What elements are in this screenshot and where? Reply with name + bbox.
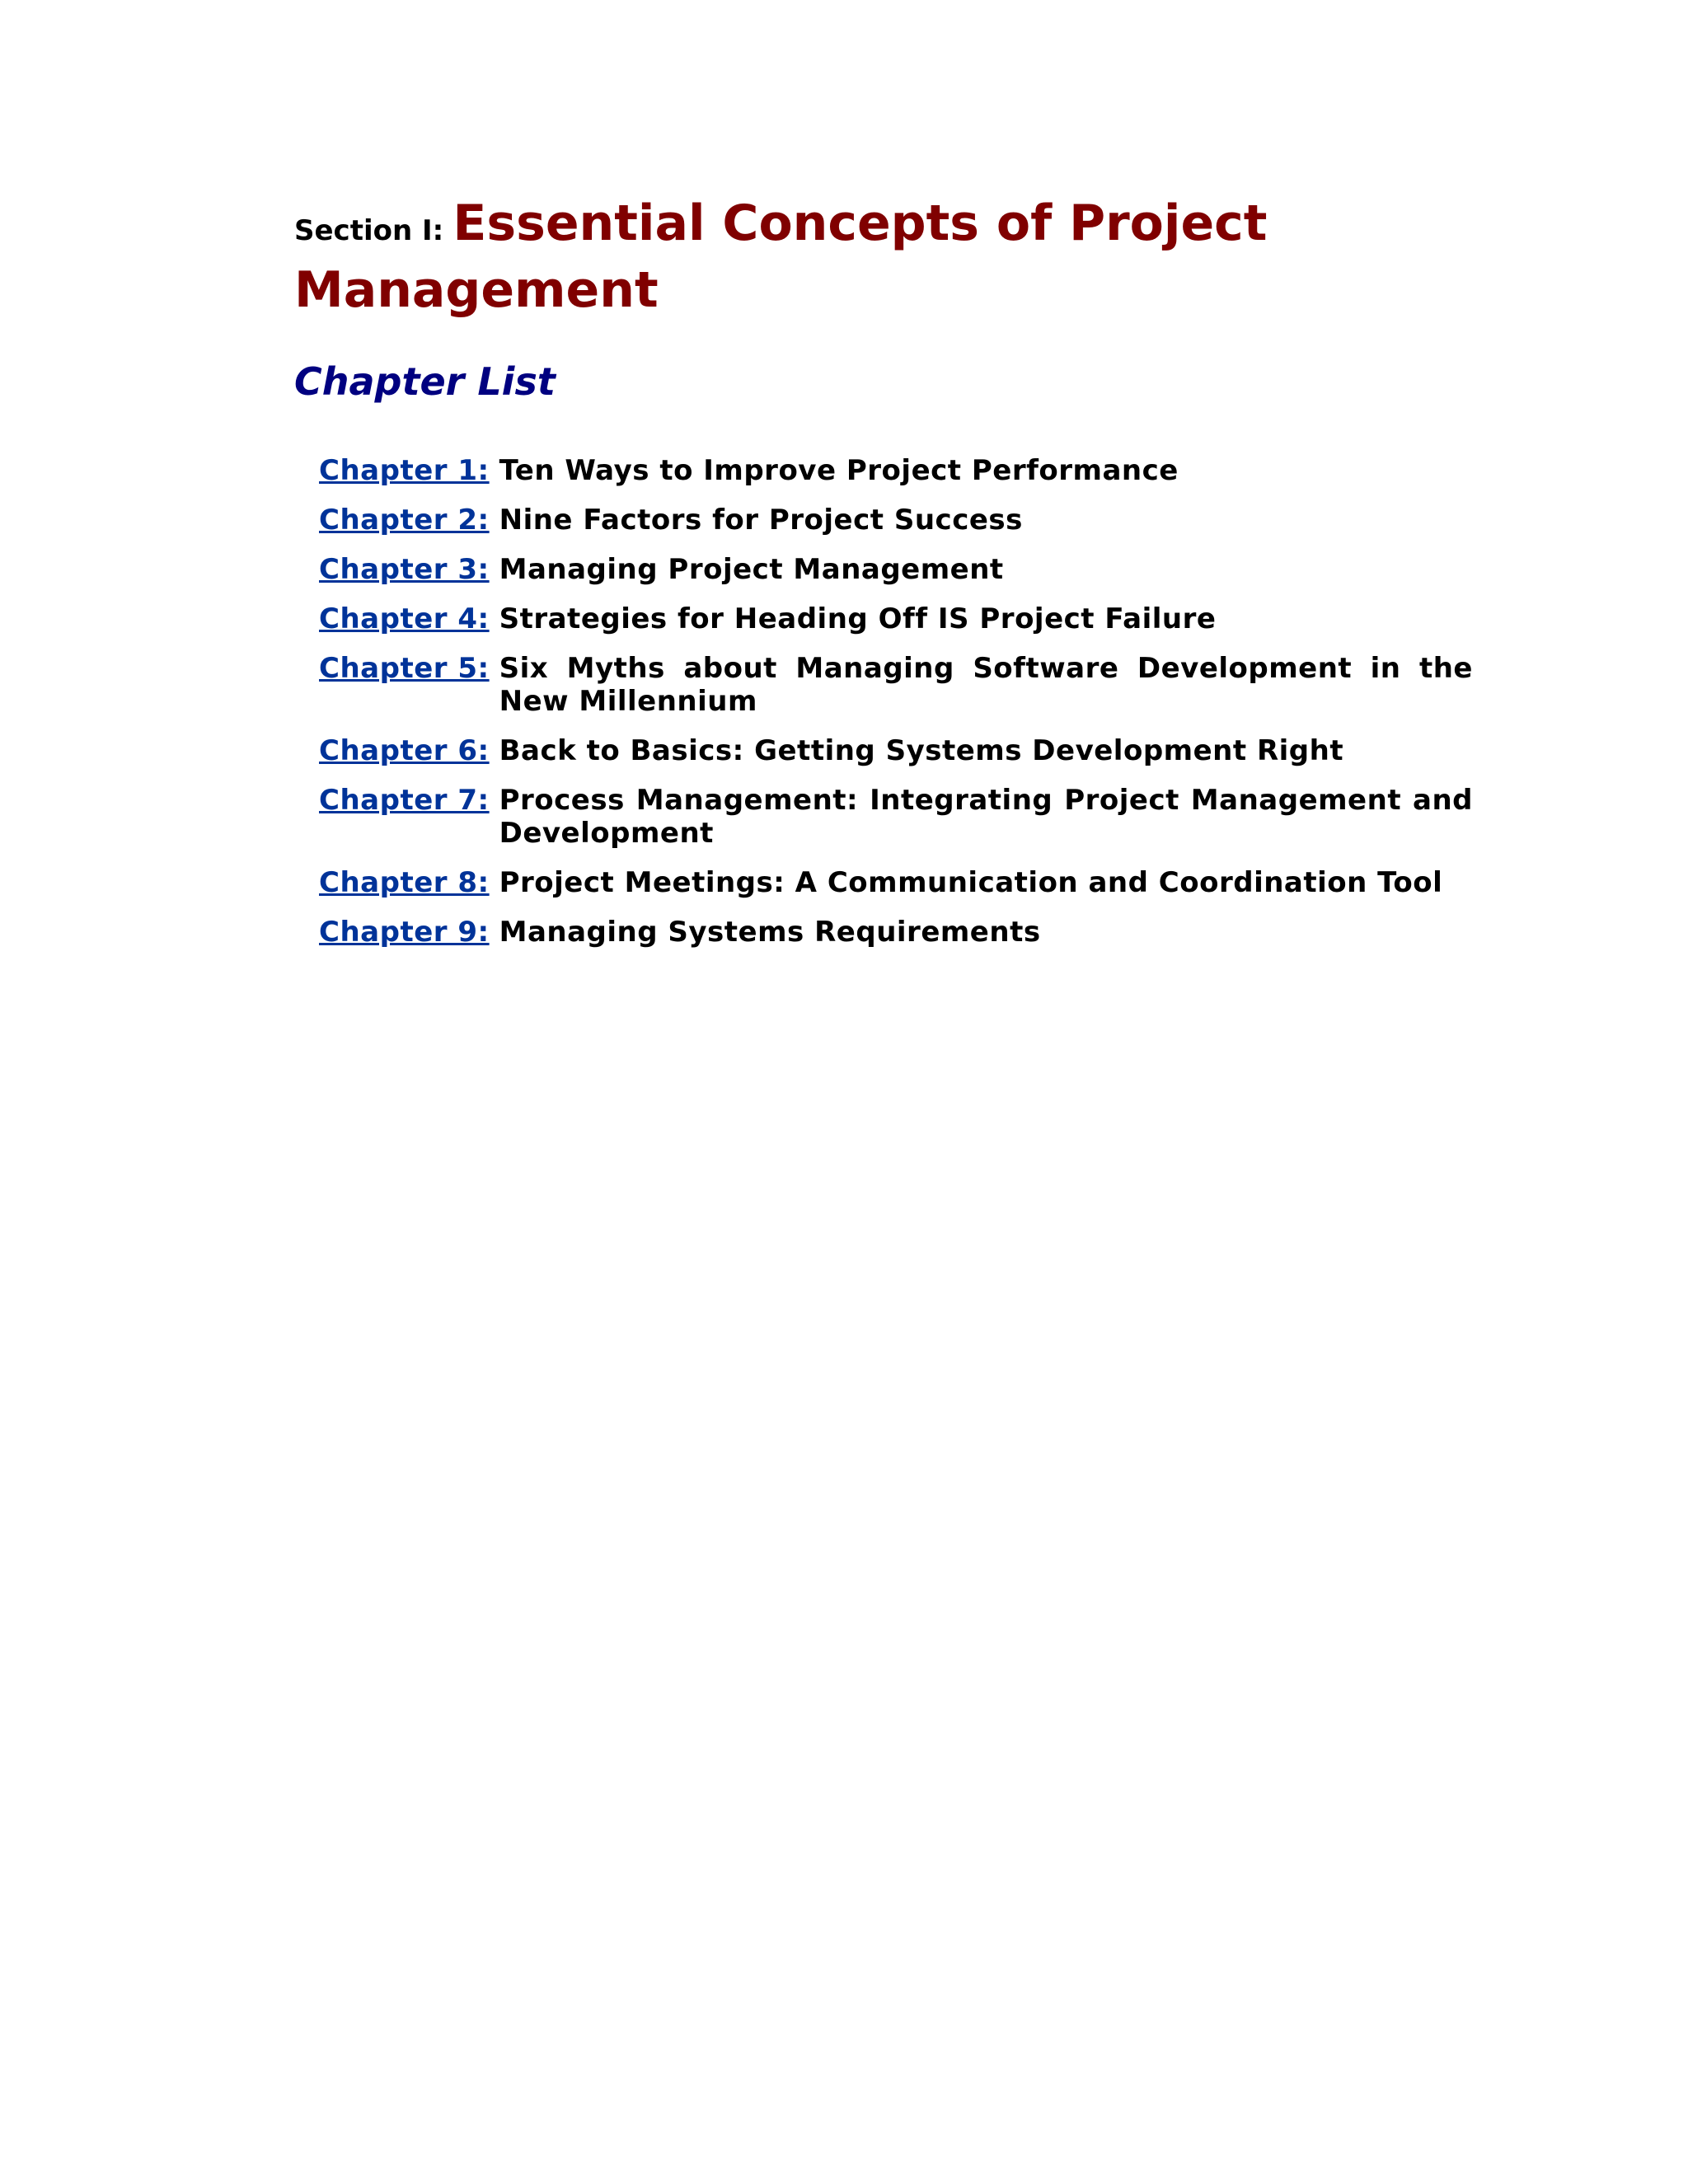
chapter-7-title: Process Management: Integrating Project Management and Development — [499, 784, 1473, 850]
chapter-entry-3 — [319, 553, 1473, 586]
chapter-entry-1 — [319, 454, 1473, 487]
chapter-3-link[interactable]: Chapter 3: — [319, 553, 490, 586]
chapter-5-title: Six Myths about Managing Software Development in the New Millennium — [499, 652, 1473, 718]
document-content — [294, 194, 1473, 965]
section-title: Essential Concepts of Project Management — [294, 194, 1268, 319]
chapter-1-link[interactable]: Chapter 1: — [319, 454, 490, 487]
chapter-entry-4 — [319, 602, 1473, 635]
chapter-entry-2 — [319, 504, 1473, 537]
section-heading — [294, 194, 1473, 327]
chapter-entry-7 — [319, 784, 1473, 850]
chapter-8-title: Project Meetings: A Communication and Coordination Tool — [499, 866, 1443, 899]
chapter-6-link[interactable]: Chapter 6: — [319, 734, 490, 767]
chapter-3-title: Managing Project Management — [499, 553, 1004, 586]
chapter-2-link[interactable]: Chapter 2: — [319, 504, 490, 537]
chapter-4-title: Strategies for Heading Off IS Project Failure — [499, 602, 1217, 635]
chapter-2-title: Nine Factors for Project Success — [499, 504, 1023, 537]
chapter-list-heading: Chapter List — [294, 359, 556, 404]
chapter-9-link[interactable]: Chapter 9: — [319, 916, 490, 949]
chapter-entry-9 — [319, 916, 1473, 949]
chapter-4-link[interactable]: Chapter 4: — [319, 602, 490, 635]
chapter-entry-6 — [319, 734, 1473, 767]
chapter-8-link[interactable]: Chapter 8: — [319, 866, 490, 899]
chapter-entry-5 — [319, 652, 1473, 718]
chapter-list — [294, 454, 1473, 949]
chapter-entry-8 — [319, 866, 1473, 899]
chapter-1-title: Ten Ways to Improve Project Performance — [499, 454, 1179, 487]
chapter-5-link[interactable]: Chapter 5: — [319, 652, 490, 685]
section-prefix: Section I: — [294, 214, 444, 247]
chapter-7-link[interactable]: Chapter 7: — [319, 784, 490, 817]
chapter-9-title: Managing Systems Requirements — [499, 916, 1041, 949]
chapter-6-title: Back to Basics: Getting Systems Development Right — [499, 734, 1344, 767]
